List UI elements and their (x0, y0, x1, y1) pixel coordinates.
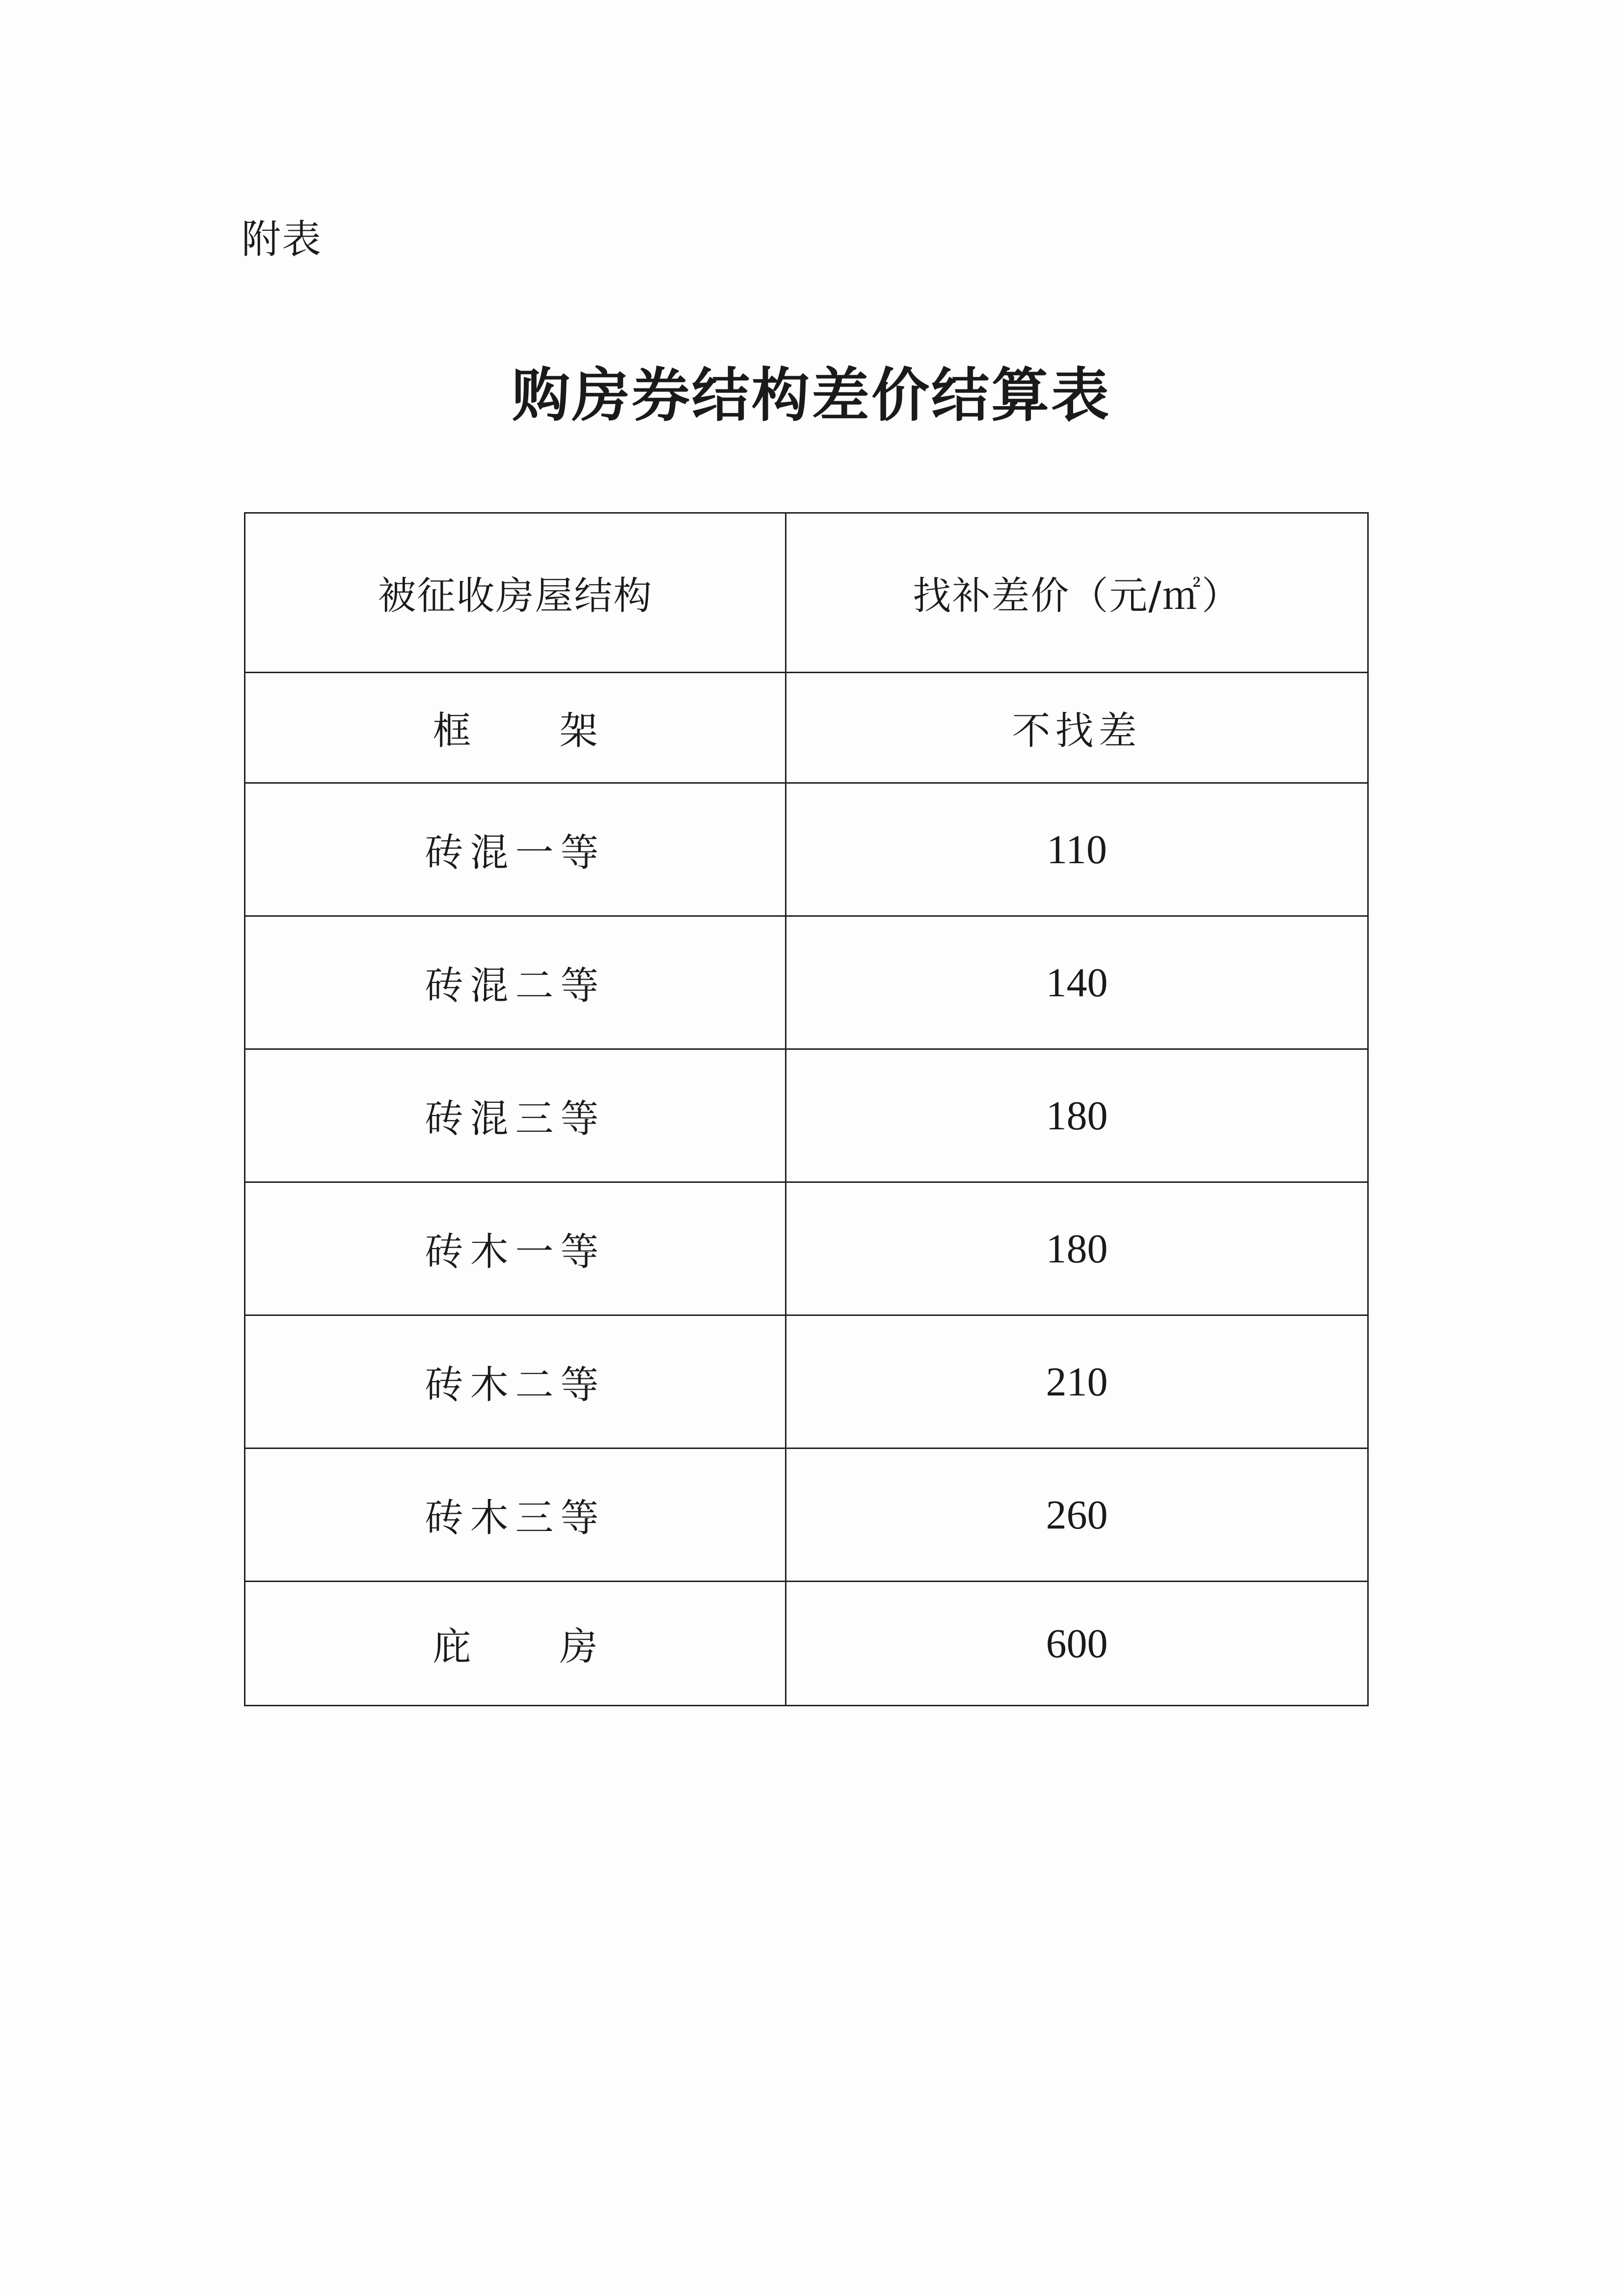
structure-cell (245, 783, 786, 916)
difference-cell (786, 673, 1368, 783)
difference-value: 140 (1046, 959, 1108, 1006)
header-difference: 找补差价（元/㎡） (786, 513, 1368, 673)
appendix-label: 附表 (242, 217, 322, 262)
difference-cell (786, 1582, 1368, 1706)
structure-label: 砖混一等 (425, 831, 606, 875)
difference-cell (786, 1182, 1368, 1315)
difference-value: 180 (1046, 1093, 1108, 1139)
difference-value: 210 (1046, 1359, 1108, 1405)
difference-value: 180 (1046, 1226, 1108, 1272)
difference-value: 110 (1047, 826, 1107, 873)
difference-cell (786, 916, 1368, 1049)
difference-cell (786, 1315, 1368, 1449)
table-row (245, 1315, 1368, 1449)
structure-label: 砖木一等 (425, 1230, 606, 1274)
difference-value: 600 (1046, 1620, 1108, 1667)
table-row (245, 1049, 1368, 1182)
difference-cell (786, 1449, 1368, 1582)
settlement-table (244, 512, 1369, 1706)
table-row (245, 1182, 1368, 1315)
table-row (245, 916, 1368, 1049)
table-row (245, 783, 1368, 916)
structure-cell (245, 1582, 786, 1706)
structure-label: 砖木二等 (425, 1363, 606, 1407)
table-row (245, 1449, 1368, 1582)
difference-cell (786, 783, 1368, 916)
table-row (245, 1582, 1368, 1706)
structure-label: 砖木三等 (425, 1496, 606, 1540)
structure-label: 砖混二等 (425, 964, 606, 1008)
table-header-row (245, 513, 1368, 673)
difference-cell (786, 1049, 1368, 1182)
structure-cell (245, 1182, 786, 1315)
table-row (245, 673, 1368, 783)
structure-label: 庇房 (433, 1625, 686, 1669)
difference-value: 不找差 (1012, 709, 1142, 753)
structure-label: 框架 (433, 709, 686, 753)
structure-cell (245, 916, 786, 1049)
structure-cell (245, 1449, 786, 1582)
structure-cell (245, 1315, 786, 1449)
document-title: 购房券结构差价结算表 (512, 361, 1111, 429)
difference-value: 260 (1046, 1492, 1108, 1538)
structure-cell (245, 1049, 786, 1182)
structure-label: 砖混三等 (425, 1097, 606, 1141)
structure-cell (245, 673, 786, 783)
header-structure: 被征收房屋结构 (245, 513, 786, 673)
